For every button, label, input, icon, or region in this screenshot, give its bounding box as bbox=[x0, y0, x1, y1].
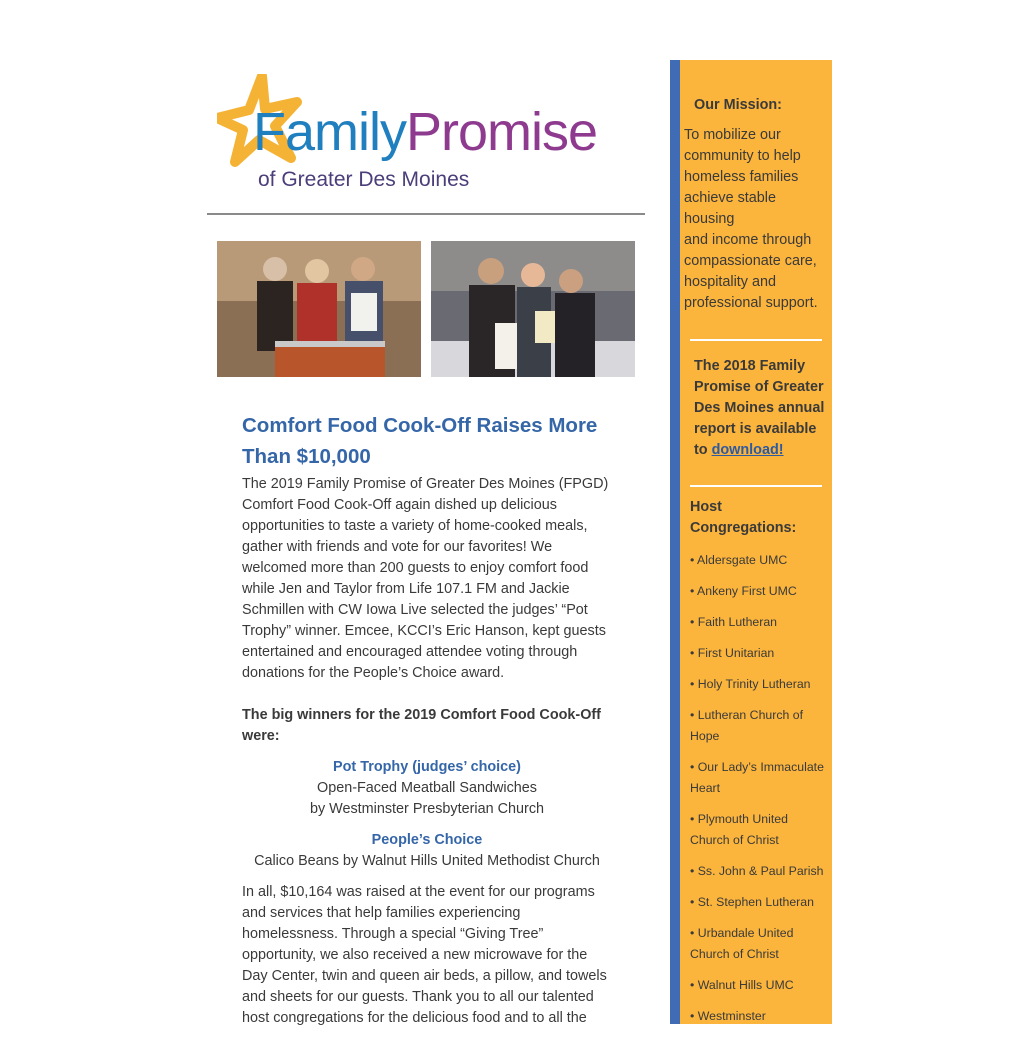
list-item: • Aldersgate UMC bbox=[690, 553, 788, 567]
list-item: • Holy Trinity Lutheran bbox=[690, 677, 811, 691]
list-item: • St. Stephen Lutheran bbox=[690, 895, 814, 909]
article-paragraph-intro: The 2019 Family Promise of Greater Des Moines (FPGD) Comfort Food Cook-Off again dished up delicious opportunities to taste a variety of home-cooked meals, gather with friends and vote for our favorites! We welcomed more than 200 guests to enjoy comfort food while Jen and Taylor from Life 107.1 FM and Jackie Schmillen with CW Iowa Live selected the judges’ “Pot Trophy” winner. Emcee, KCCI’s Eric Hanson, kept guests entertained and encouraged attendee voting through donations for the People’s Choice award. bbox=[242, 476, 609, 681]
logo-wordmark bbox=[253, 102, 597, 162]
download-report-link[interactable]: download! bbox=[711, 442, 784, 458]
pot-trophy-title: Pot Trophy (judges’ choice) bbox=[333, 759, 521, 775]
list-item: • Walnut Hills UMC bbox=[690, 978, 794, 992]
sidebar bbox=[670, 60, 832, 1024]
logo-word-family: Family bbox=[253, 102, 406, 162]
family-promise-logo[interactable] bbox=[207, 60, 645, 210]
peoples-choice-title: People’s Choice bbox=[371, 832, 483, 848]
list-item: • Faith Lutheran bbox=[690, 615, 778, 629]
mission-text-part1: To mobilize our community to help homeless families achieve stable housing bbox=[684, 127, 801, 227]
list-item: • Ss. John & Paul Parish bbox=[690, 864, 824, 878]
mission-title: Our Mission: bbox=[694, 97, 782, 113]
header-divider bbox=[207, 213, 645, 215]
list-item: • Lutheran Church of Hope bbox=[690, 708, 803, 743]
pot-trophy-dish: Open-Faced Meatball Sandwiches bbox=[317, 780, 537, 796]
photo-icon bbox=[217, 241, 421, 377]
logo-subtitle: of Greater Des Moines bbox=[258, 168, 470, 191]
logo-word-promise: Promise bbox=[406, 102, 598, 162]
host-congregations-title: Host Congregations: bbox=[690, 499, 797, 536]
pot-trophy-winner: by Westminster Presbyterian Church bbox=[309, 801, 545, 817]
photo-icon bbox=[431, 241, 635, 377]
article-paragraph-results: In all, $10,164 was raised at the event for our programs and services that help families experiencing homelessness. Through a special “Giving Tree” opportunity, we also received a new microwave for the Day Center, twin and queen air beds, a pillow, and towels and sheets for our guests. Thank you to all our talented host congregations for the delicious food and to all the bbox=[242, 884, 607, 1026]
cook-off-photo-winners bbox=[431, 241, 635, 377]
list-item: • Urbandale United Church of Christ bbox=[690, 926, 794, 961]
winners-intro: The big winners for the 2019 Comfort Food Cook-Off were: bbox=[242, 707, 601, 744]
photo-row bbox=[217, 241, 635, 377]
main-column bbox=[207, 60, 645, 210]
cook-off-photo-volunteers bbox=[217, 241, 421, 377]
list-item: • Ankeny First UMC bbox=[690, 584, 797, 598]
list-item: • First Unitarian bbox=[690, 646, 775, 660]
article-headline: Comfort Food Cook-Off Raises More Than $10,000 bbox=[242, 414, 598, 468]
list-item: • Our Lady’s Immaculate Heart bbox=[690, 760, 824, 795]
mission-text bbox=[684, 125, 826, 314]
mission-text-part2: and income through compassionate care, hospitality and professional support. bbox=[684, 232, 818, 311]
list-item: • Westminster bbox=[690, 1009, 766, 1023]
article bbox=[242, 410, 612, 1029]
annual-report-note bbox=[694, 356, 830, 461]
sidebar-divider-2 bbox=[690, 485, 822, 487]
annual-report-text: The 2018 Family Promise of Greater Des Moines annual report is available to bbox=[694, 358, 825, 458]
peoples-choice-winner: Calico Beans by Walnut Hills United Methodist Church bbox=[254, 853, 600, 869]
sidebar-divider-1 bbox=[690, 339, 822, 341]
sidebar-accent-bar bbox=[670, 60, 680, 1024]
host-congregations-list bbox=[690, 550, 826, 1037]
list-item: • Plymouth United Church of Christ bbox=[690, 812, 788, 847]
